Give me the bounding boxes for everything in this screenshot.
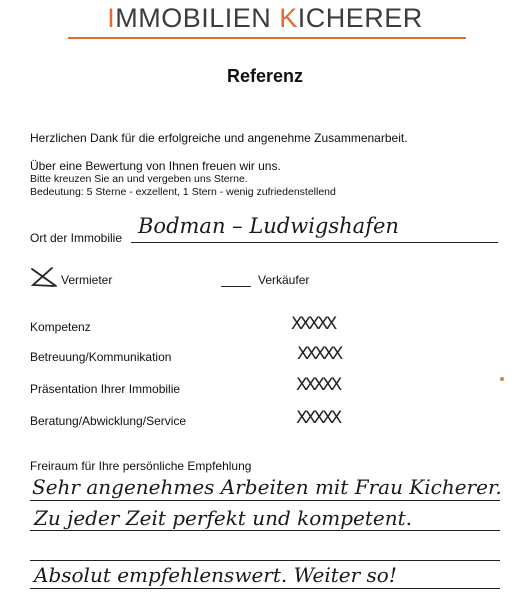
- recommendation-text-1[interactable]: Sehr angenehmes Arbeiten mit Frau Kicherer.: [32, 475, 502, 499]
- recommendation-line-2: [30, 530, 500, 531]
- instruction-text: Bitte kreuzen Sie an und vergeben uns Sterne.: [30, 173, 248, 185]
- landlord-label: Vermieter: [61, 273, 113, 287]
- logo-word-1: MMOBILIEN: [115, 3, 280, 33]
- rating-meaning-text: Bedeutung: 5 Sterne - exzellent, 1 Stern - wenig zufriedenstellend: [30, 186, 336, 198]
- landlord-checkbox[interactable]: [30, 265, 58, 289]
- recommendation-line-3: [30, 560, 500, 561]
- recommendation-text-2[interactable]: Zu jeder Zeit perfekt und kompetent.: [34, 506, 413, 530]
- landlord-check-mark: [30, 265, 58, 289]
- property-value-handwritten[interactable]: Bodman – Ludwigshafen: [138, 214, 399, 238]
- paper-speck: [500, 377, 504, 381]
- company-logo: [0, 2, 530, 34]
- rating-label-service: Beratung/Abwicklung/Service: [30, 414, 187, 428]
- rating-marks-communication[interactable]: XXXXX: [297, 344, 341, 364]
- rating-marks-competence[interactable]: XXXXX: [291, 314, 335, 334]
- logo-underline: [68, 37, 466, 39]
- rating-label-communication: Betreuung/Kommunikation: [30, 350, 172, 364]
- rating-label-presentation: Präsentation Ihrer Immobilie: [30, 382, 181, 396]
- logo-initial-k: K: [279, 3, 298, 33]
- seller-checkbox-line[interactable]: [221, 286, 251, 287]
- logo-initial-i: I: [107, 3, 116, 33]
- request-text: Über eine Bewertung von Ihnen freuen wir uns.: [30, 159, 281, 173]
- page-title: Referenz: [226, 66, 304, 86]
- recommendation-text-3[interactable]: Absolut empfehlenswert. Weiter so!: [34, 563, 397, 587]
- recommendation-label: Freiraum für Ihre persönliche Empfehlung: [30, 459, 252, 473]
- property-underline: [131, 242, 498, 243]
- property-label: Ort der Immobilie: [30, 231, 123, 245]
- rating-marks-presentation[interactable]: XXXXX: [296, 375, 340, 395]
- recommendation-line-1: [30, 500, 500, 501]
- logo-word-2: ICHERER: [297, 3, 423, 33]
- seller-label: Verkäufer: [258, 273, 310, 287]
- rating-marks-service[interactable]: XXXXX: [296, 408, 340, 428]
- recommendation-line-4: [30, 588, 500, 589]
- rating-label-competence: Kompetenz: [30, 320, 91, 334]
- thanks-text: Herzlichen Dank für die erfolgreiche und angenehme Zusammenarbeit.: [30, 131, 408, 145]
